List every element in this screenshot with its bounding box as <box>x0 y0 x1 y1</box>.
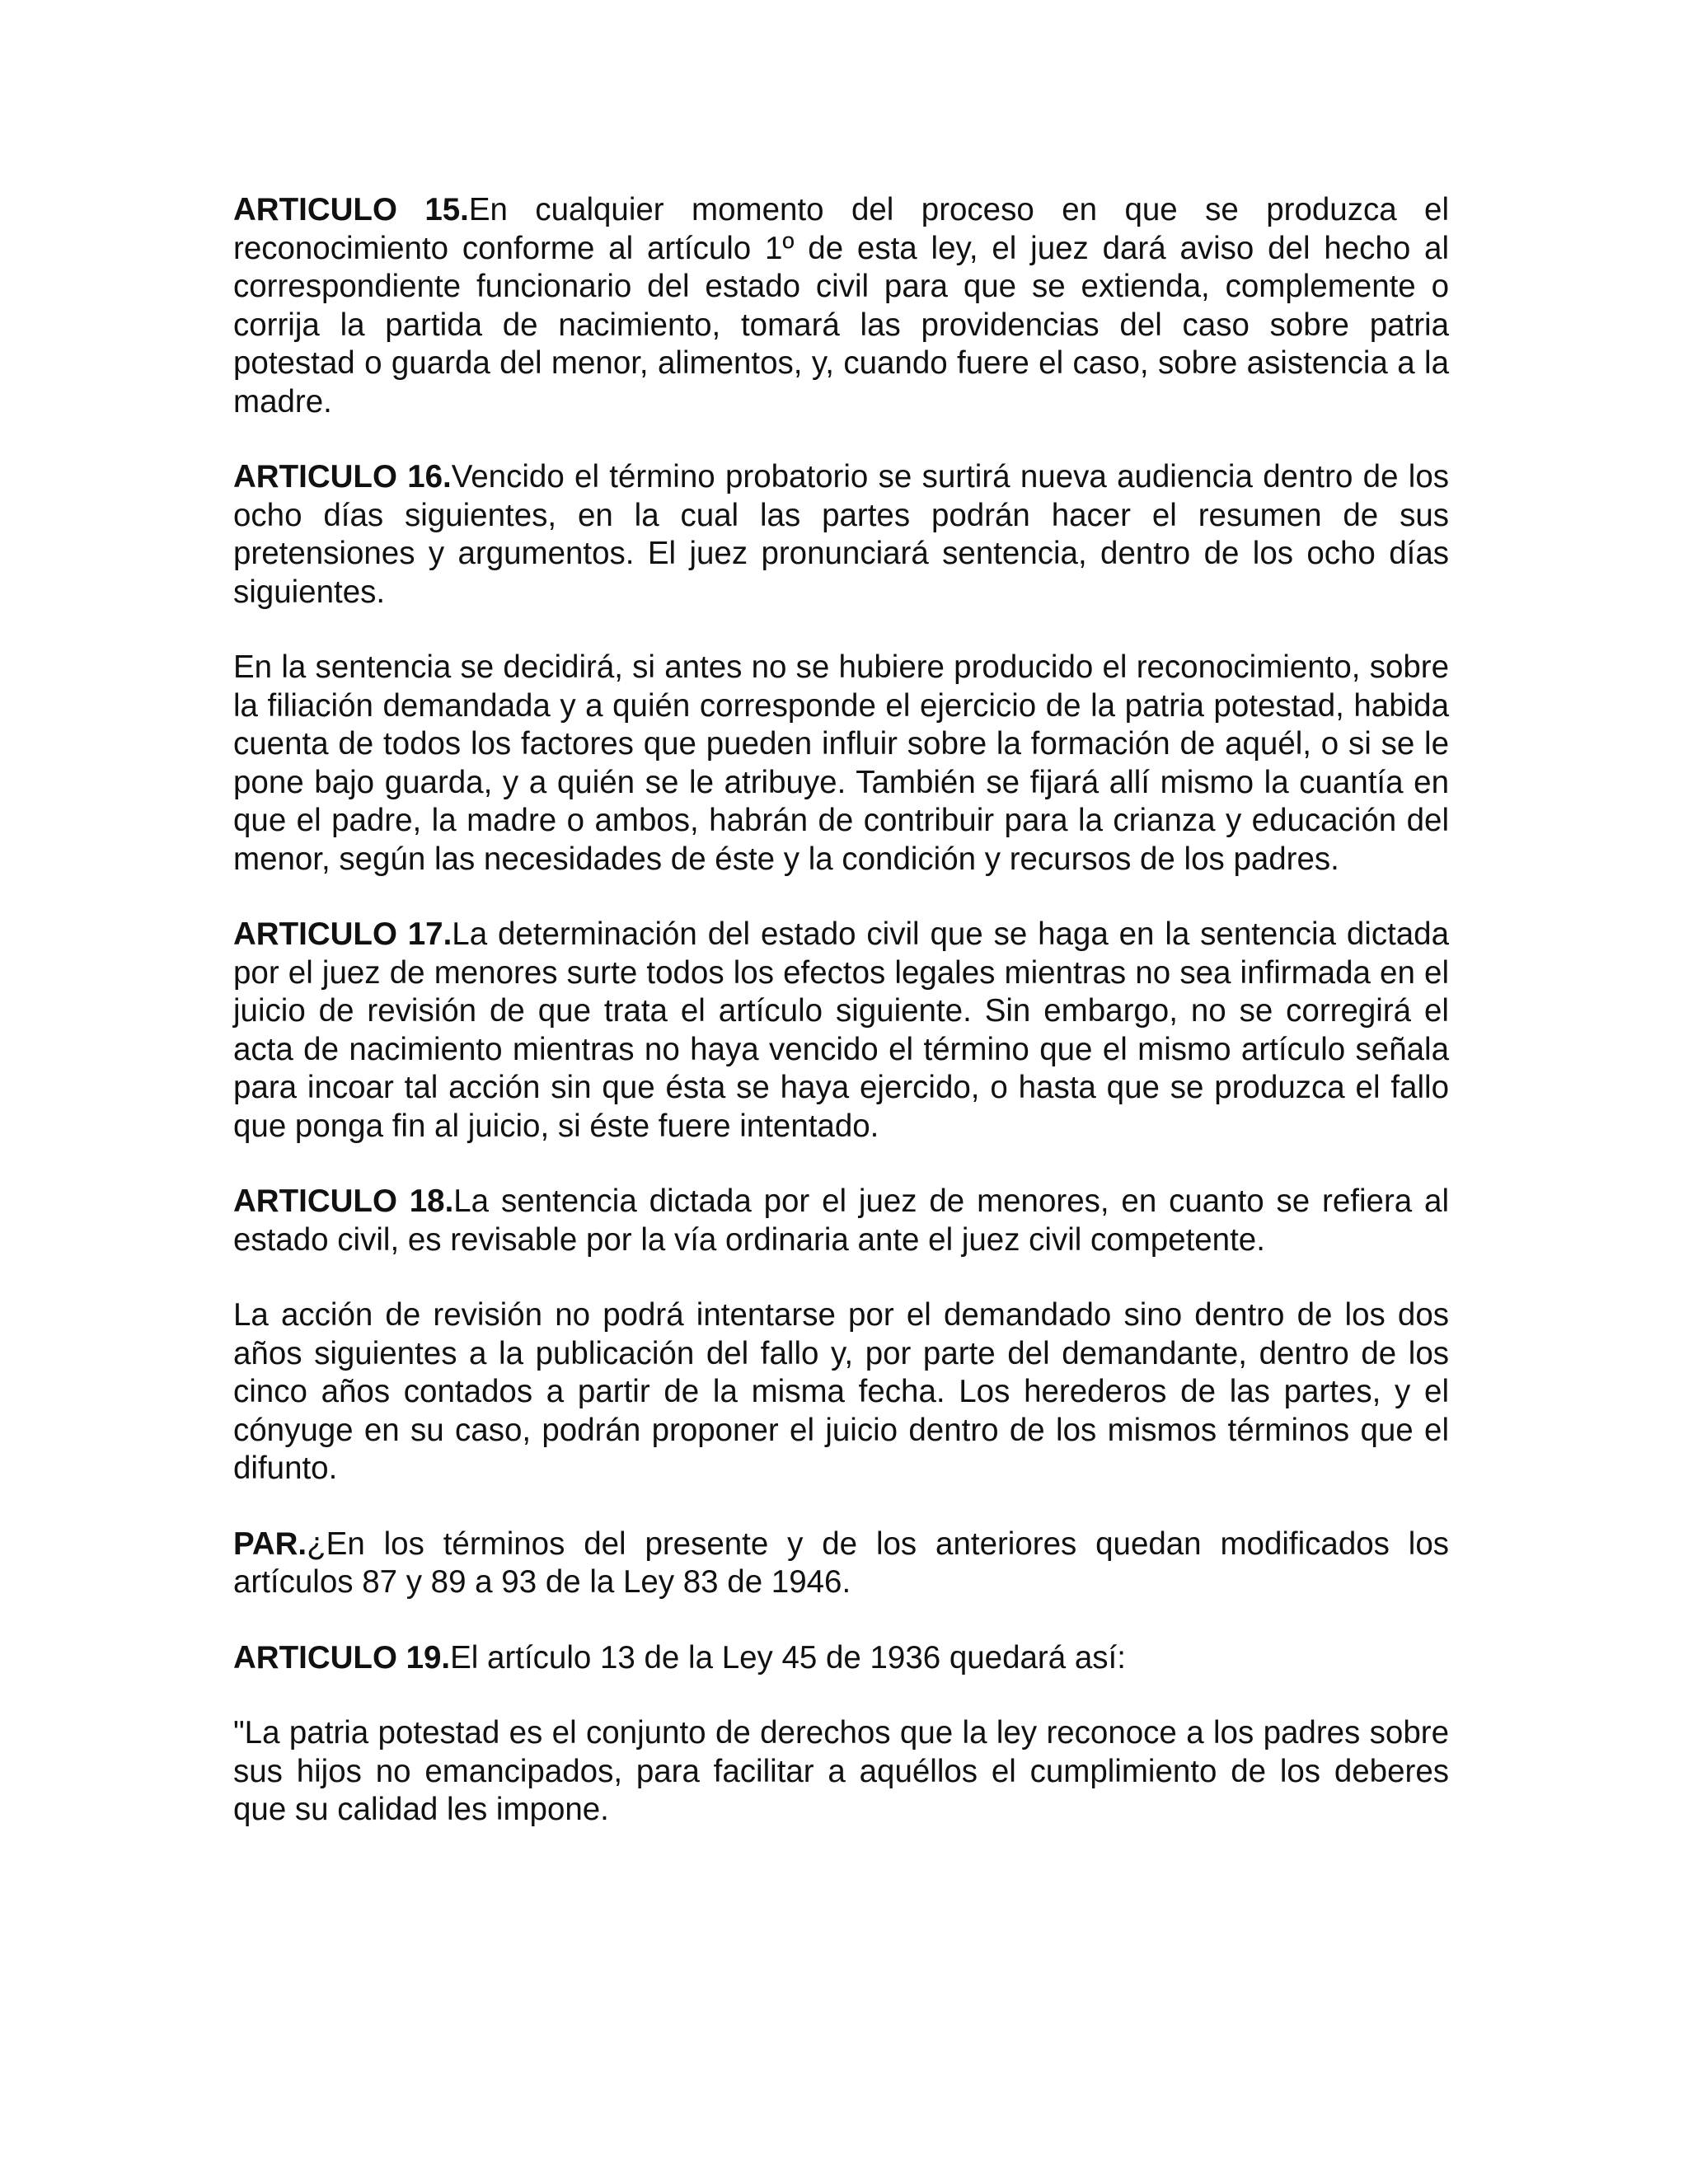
article-18-heading: ARTICULO 18. <box>233 1183 454 1219</box>
sentencia-paragraph <box>233 649 1449 879</box>
article-17-paragraph <box>233 916 1449 1146</box>
article-17-heading: ARTICULO 17. <box>233 916 452 952</box>
article-15-paragraph <box>233 191 1449 421</box>
document-page <box>233 191 1449 1867</box>
article-19-paragraph <box>233 1639 1449 1678</box>
par-heading: PAR. <box>233 1526 307 1562</box>
patria-potestad-paragraph <box>233 1714 1449 1830</box>
article-16-paragraph <box>233 458 1449 612</box>
article-19-text: El artículo 13 de la Ley 45 de 1936 quedará así: <box>450 1639 1126 1675</box>
article-15-heading: ARTICULO 15. <box>233 192 469 227</box>
article-18-paragraph <box>233 1183 1449 1259</box>
article-16-heading: ARTICULO 16. <box>233 459 452 494</box>
article-18-text: La sentencia dictada por el juez de menores, en cuanto se refiera al estado civil, es revisable por la vía ordinaria ante el juez civil competente. <box>233 1183 1449 1258</box>
article-16-text: Vencido el término probatorio se surtirá nueva audiencia dentro de los ocho días siguientes, en la cual las partes podrán hacer el resumen de sus pretensiones y argumentos. El juez pronunciará sentencia, dentro de los ocho días siguientes. <box>233 459 1450 610</box>
revision-text: La acción de revisión no podrá intentarse por el demandado sino dentro de los dos años siguientes a la publicación del fallo y, por parte del demandante, dentro de los cinco años contados a partir de la misma fecha. Los herederos de las partes, y el cónyuge en su caso, podrán proponer el juicio dentro de los mismos términos que el difunto. <box>233 1297 1449 1486</box>
revision-paragraph <box>233 1296 1449 1488</box>
article-15-text: En cualquier momento del proceso en que se produzca el reconocimiento conforme al artículo 1º de esta ley, el juez dará aviso del hecho al correspondiente funcionario del estado civil para que se extienda, complemente o corrija la partida de nacimiento, tomará las providencias del caso sobre patria potestad o guarda del menor, alimentos, y, cuando fuere el caso, sobre asistencia a la madre. <box>233 192 1450 419</box>
sentencia-text: En la sentencia se decidirá, si antes no se hubiere producido el reconocimiento, sobre la filiación demandada y a quién corresponde el ejercicio de la patria potestad, habida cuenta de todos los factores que pueden influir sobre la formación de aquél, o si se le pone bajo guarda, y a quién se le atribuye. También se fijará allí mismo la cuantía en que el padre, la madre o ambos, habrán de contribuir para la crianza y educación del menor, según las necesidades de éste y la condición y recursos de los padres. <box>233 649 1449 877</box>
article-17-text: La determinación del estado civil que se haga en la sentencia dictada por el juez de menores surte todos los efectos legales mientras no sea infirmada en el juicio de revisión de que trata el artículo siguiente. Sin embargo, no se corregirá el acta de nacimiento mientras no haya vencido el término que el mismo artículo señala para incoar tal acción sin que ésta se haya ejercido, o hasta que se produzca el fallo que ponga fin al juicio, si éste fuere intentado. <box>233 916 1449 1144</box>
par-text: ¿En los términos del presente y de los anteriores quedan modificados los artículos 87 y 89 a 93 de la Ley 83 de 1946. <box>233 1526 1449 1600</box>
par-paragraph <box>233 1526 1449 1602</box>
patria-potestad-text: "La patria potestad es el conjunto de derechos que la ley reconoce a los padres sobre sus hijos no emancipados, para facilitar a aquéllos el cumplimiento de los deberes que su calidad les impone. <box>233 1715 1449 1827</box>
article-19-heading: ARTICULO 19. <box>233 1639 451 1675</box>
